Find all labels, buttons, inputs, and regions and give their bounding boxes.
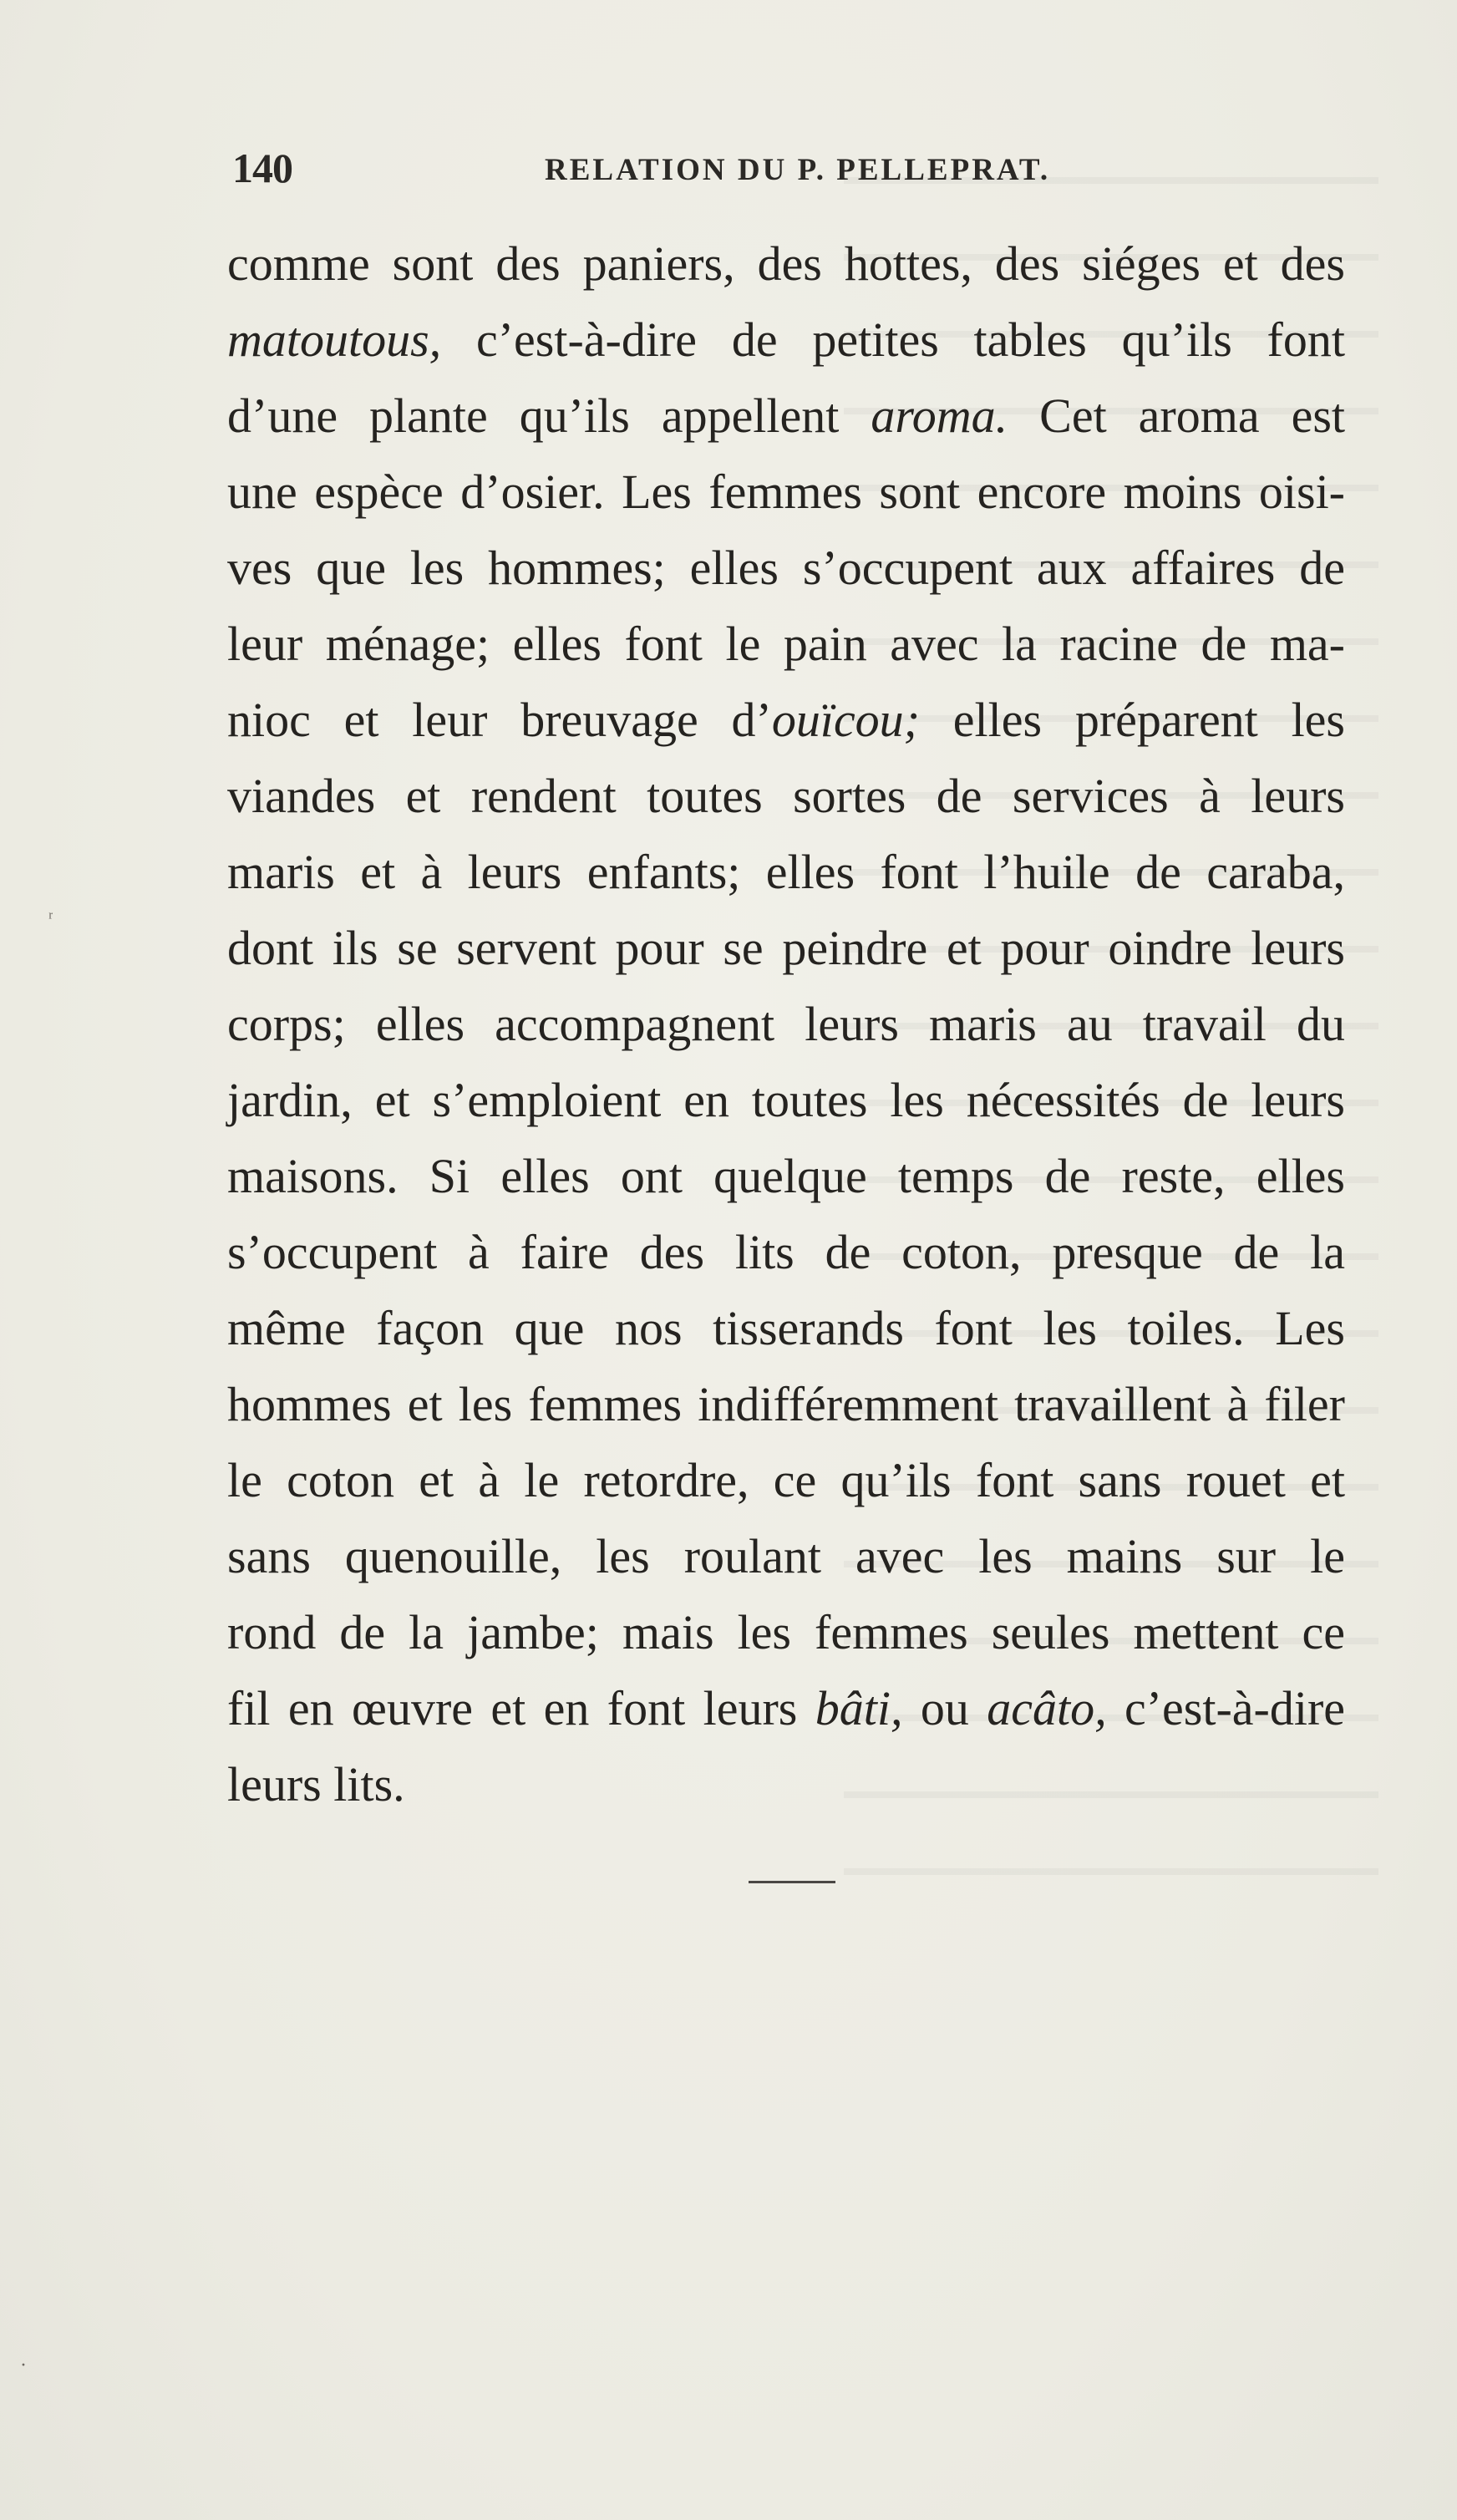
text-line: maisons. Si elles ont quelque temps de reste, elles bbox=[227, 1149, 1345, 1203]
italic-term: acâto, bbox=[987, 1681, 1107, 1735]
text-line: fil en œuvre et en font leurs bâti, ou acâto, c’est-à-dire bbox=[227, 1681, 1346, 1735]
italic-term: aroma. bbox=[871, 389, 1008, 443]
page-number: 140 bbox=[232, 145, 292, 191]
text-line: sans quenouille, les roulant avec les mains sur le bbox=[227, 1529, 1345, 1583]
page-header bbox=[227, 144, 1345, 202]
text-line: leur ménage; elles font le pain avec la racine de ma- bbox=[227, 617, 1345, 671]
italic-term: ouïcou; bbox=[771, 693, 920, 747]
text-line: d’une plante qu’ils appellent aroma. Cet aroma est bbox=[227, 389, 1346, 443]
text-line: une espèce d’osier. Les femmes sont encore moins oisi- bbox=[227, 465, 1345, 519]
italic-term: matoutous, bbox=[227, 312, 442, 367]
text-line: ves que les hommes; elles s’occupent aux affaires de bbox=[227, 541, 1345, 595]
text-line: maris et à leurs enfants; elles font l’huile de caraba, bbox=[227, 845, 1345, 899]
text-line: comme sont des paniers, des hottes, des siéges et des bbox=[227, 236, 1345, 291]
text-line: matoutous, c’est-à-dire de petites tables qu’ils font bbox=[227, 312, 1345, 367]
italic-term: bâti, bbox=[815, 1681, 903, 1735]
paper-speck: · bbox=[20, 2355, 27, 2376]
section-divider-rule bbox=[749, 1881, 835, 1883]
text-line: s’occupent à faire des lits de coton, presque de la bbox=[227, 1225, 1345, 1279]
text-line: le coton et à le retordre, ce qu’ils font sans rouet et bbox=[227, 1453, 1345, 1507]
text-line: nioc et leur breuvage d’ouïcou; elles préparent les bbox=[227, 693, 1345, 747]
body-text bbox=[227, 226, 1345, 1822]
text-line: hommes et les femmes indifféremment travaillent à filer bbox=[227, 1377, 1345, 1431]
running-head: RELATION DU P. PELLEPRAT. bbox=[545, 153, 1051, 187]
text-line: dont ils se servent pour se peindre et pour oindre leurs bbox=[227, 921, 1345, 975]
text-line: viandes et rendent toutes sortes de services à leurs bbox=[227, 769, 1345, 823]
paper-speck: ʳ bbox=[48, 907, 53, 929]
text-line: corps; elles accompagnent leurs maris au travail du bbox=[227, 997, 1345, 1051]
text-line: même façon que nos tisserands font les toiles. Les bbox=[227, 1301, 1345, 1355]
text-line: rond de la jambe; mais les femmes seules mettent ce bbox=[227, 1605, 1345, 1659]
text-line: jardin, et s’emploient en toutes les nécessités de leurs bbox=[227, 1073, 1345, 1127]
text-line: leurs lits. bbox=[227, 1757, 405, 1811]
